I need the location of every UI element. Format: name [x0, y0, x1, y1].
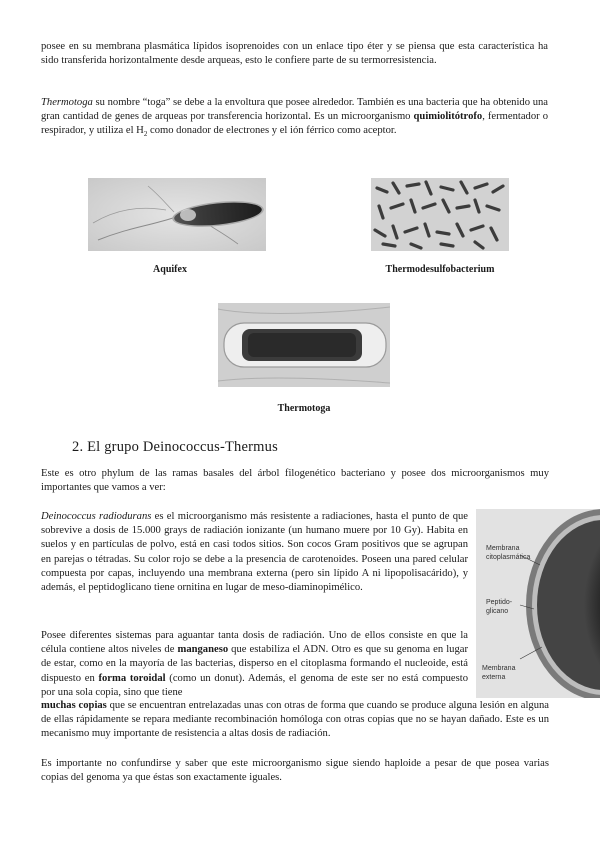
deinococcus-micrograph	[476, 509, 600, 698]
radiation-text-4: que se encuentran entrelazadas unas con otras de forma que cuando se produce alguna lesión en alguna de ellas rápidamente se repara mediante recombinación homóloga con otras copias que no se hayan dañado. Este es un mecanismo muy importante de resistencia a altas dosis de radiación.	[41, 700, 549, 740]
term-forma-toroidal: forma toroidal	[98, 672, 166, 684]
radiation-text-2: que estabiliza el ADN. Otro es que su genoma en lugar de estar, como en la mayoría de las bacterias, disperso en el citoplasma formando el nucleoide, está dispuesto en	[41, 644, 468, 684]
section-heading	[72, 439, 278, 456]
thermotoga-text-2: , fermentador o respirador, y utiliza el H	[41, 111, 548, 137]
thermotoga-caption: Thermotoga	[277, 403, 331, 414]
paragraph-note	[41, 757, 549, 785]
deinococcus-text: es el microorganismo más resistente a radiaciones, hasta el punto de que sobrevive a dosis de 15.000 grays de radiación ionizante (un humano muere por 10 Gy). Habita en suelos y en partículas de polvo, está en casi todos sitios. Son cocos Gram positivos que se agrupan en parejas o tétradas. Su color rojo se debe a la presencia de carotenoides. Poseen una pared celular compuesta por capas, incluyendo una membrana externa (pero sin lípido A ni lipopolisacárido), y además, el peptidoglicano tiene ornitina en lugar de meso-diaminopimélico.	[41, 511, 468, 594]
term-muchas-copias: muchas copias	[41, 700, 107, 711]
thermodesulfobacterium-micrograph	[371, 178, 509, 251]
paragraph-radiation-cont	[41, 699, 549, 742]
thermotoga-name: Thermotoga	[41, 97, 93, 108]
thermotoga-micrograph	[218, 303, 390, 387]
paragraph-intro-text: Este es otro phylum de las ramas basales del árbol filogenético bacteriano y posee dos microorganismos muy importantes que vamos a ver:	[41, 468, 549, 494]
label-membrane-line2: citoplasmática	[486, 553, 531, 561]
section-number: 2.	[72, 439, 84, 455]
paragraph-note-text: Es importante no confundirse y saber que este microorganismo sigue siendo haploide a pesar de que posea varias copias del genoma ya que éstas son exactamente iguales.	[41, 758, 549, 784]
radiation-text-1: Posee diferentes sistemas para aguantar tanta dosis de radiación. Uno de ellos consiste en que la célula contiene altos niveles de	[41, 630, 468, 656]
aquifex-caption: Aquifex	[153, 264, 187, 275]
label-peptido-line2: glicano	[486, 607, 509, 615]
thermotoga-text-1: su nombre “toga” se debe a la envoltura que posee alrededor. También es una bacteria que ha obtenido una gran cantidad de genes de arqueas por transferencia horizontal. Es un microorganismo	[41, 97, 548, 123]
paragraph-lipids	[41, 40, 548, 68]
aquifex-micrograph	[88, 178, 266, 251]
term-manganeso: manganeso	[177, 644, 229, 656]
label-outer-line2: externa	[482, 673, 506, 681]
label-membrana-citoplasmatica	[486, 545, 530, 562]
paragraph-deinococcus	[41, 510, 468, 595]
term-quimiolitotrofo: quimiolitótrofo	[413, 111, 483, 123]
paragraph-intro	[41, 467, 549, 495]
label-outer-line1: Membrana	[482, 665, 516, 672]
label-membrana-externa	[482, 665, 515, 682]
section-title: El grupo Deinococcus-Thermus	[87, 439, 278, 455]
deinococcus-name: Deinococcus radiodurans	[41, 511, 152, 522]
label-peptidoglicano	[486, 599, 512, 616]
thermotoga-text-3: como donador de electrones y el ión férrico como aceptor.	[147, 125, 397, 137]
label-membrane-line1: Membrana	[486, 545, 520, 552]
paragraph-lipids-text: posee en su membrana plasmática lípidos isoprenoides con un enlace tipo éter y se piensa que esta característica ha sido transferida horizontalmente desde arqueas, esto le confiere parte de su termorresistencia.	[41, 41, 548, 67]
thermodesulfobacterium-caption: Thermodesulfobacterium	[385, 264, 495, 275]
radiation-text-3: (como un donut). Además, el genoma de este ser no está compuesto por una sola copia, sino que tiene	[41, 672, 468, 698]
subscript-2: 2	[143, 130, 148, 139]
paragraph-thermotoga	[41, 96, 548, 142]
label-peptido-line1: Peptido-	[486, 599, 513, 606]
paragraph-radiation	[41, 629, 468, 700]
